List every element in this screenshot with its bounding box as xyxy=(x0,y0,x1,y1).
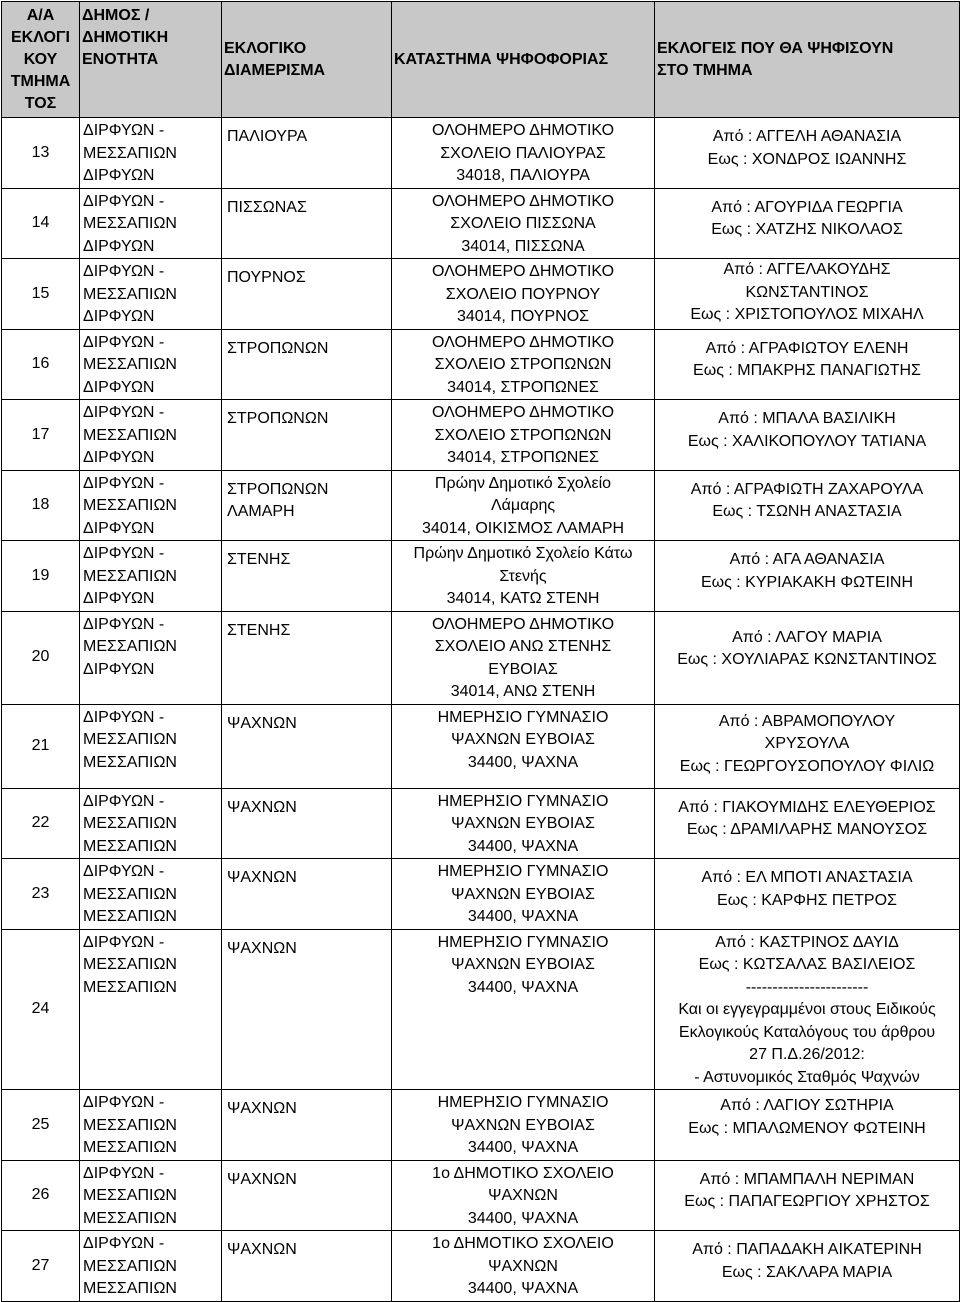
polling-center-cell xyxy=(392,541,655,612)
cell-line: ΜΕΣΣΑΠΙΩΝ xyxy=(83,1187,177,1204)
cell-line: ΔΙΡΦΥΩΝ xyxy=(83,590,155,607)
cell-line: ΨΑΧΝΩΝ ΕΥΒΟΙΑΣ xyxy=(451,885,595,903)
polling-center-cell xyxy=(392,1160,655,1231)
cell-line: ΔΙΡΦΥΩΝ - xyxy=(83,404,165,421)
voters-range-cell xyxy=(655,1160,960,1231)
cell-line: ΜΕΣΣΑΠΙΩΝ xyxy=(83,978,177,996)
cell-line: ΨΑΧΝΩΝ xyxy=(227,1100,297,1117)
district-cell xyxy=(222,329,392,400)
cell-line: ΜΕΣΣΑΠΙΩΝ xyxy=(83,215,177,232)
district-cell xyxy=(222,259,392,330)
cell-line: ΣΤΕΝΗΣ xyxy=(227,551,291,568)
municipality-cell xyxy=(80,704,222,788)
table-row xyxy=(2,1231,960,1302)
cell-line: Στενής xyxy=(499,567,547,585)
cell-line: Εως : ΧΟΝΔΡΟΣ ΙΩΑΝΝΗΣ xyxy=(707,150,907,168)
polling-center-cell xyxy=(392,400,655,471)
cell-line: ΣΧΟΛΕΙΟ ΠΙΣΣΩΝΑ xyxy=(450,215,596,232)
municipality-cell xyxy=(80,259,222,330)
header-line: ΤΟΣ xyxy=(24,95,57,112)
polling-center-cell xyxy=(392,470,655,541)
cell-line: ----------------------- xyxy=(745,978,869,996)
cell-line: ΣΤΡΟΠΩΝΩΝ xyxy=(227,339,329,357)
header-line: ΕΝΟΤΗΤΑ xyxy=(82,51,159,68)
cell-line: Από : ΛΑΓΙΟΥ ΣΩΤΗΡΙΑ xyxy=(720,1097,894,1114)
cell-line: Εως : ΧΟΥΛΙΑΡΑΣ ΚΩΝΣΤΑΝΤΙΝΟΣ xyxy=(677,651,937,668)
cell-line: ΟΛΟΗΜΕΡΟ ΔΗΜΟΤΙΚΟ xyxy=(431,122,615,139)
cell-line: 1ο ΔΗΜΟΤΙΚΟ ΣΧΟΛΕΙΟ xyxy=(432,1164,614,1182)
cell-line: Από : ΑΒΡΑΜΟΠΟΥΛΟΥ xyxy=(718,712,896,730)
table-header-row xyxy=(2,2,960,118)
cell-line: ΟΛΟΗΜΕΡΟ ΔΗΜΟΤΙΚΟ xyxy=(431,404,615,421)
cell-line: ΜΕΣΣΑΠΙΩΝ xyxy=(83,1116,177,1134)
cell-line: ΨΑΧΝΩΝ ΕΥΒΟΙΑΣ xyxy=(451,815,595,832)
cell-line: ΜΕΣΣΑΠΙΩΝ xyxy=(83,885,177,903)
municipality-cell xyxy=(80,1090,222,1161)
cell-line: Λάμαρης xyxy=(490,497,556,514)
polling-center-cell xyxy=(392,788,655,859)
municipality-cell xyxy=(80,188,222,259)
cell-line: ΜΕΣΣΑΠΙΩΝ xyxy=(83,837,177,855)
cell-line: ΔΙΡΦΥΩΝ xyxy=(83,378,155,396)
voters-range-cell xyxy=(655,859,960,930)
cell-line: 27 Π.Δ.26/2012: xyxy=(749,1046,865,1063)
cell-line: ΜΕΣΣΑΠΙΩΝ xyxy=(83,567,177,585)
cell-line: ΨΑΧΝΩΝ ΕΥΒΟΙΑΣ xyxy=(451,956,595,973)
cell-line: ΗΜΕΡΗΣΙΟ ΓΥΜΝΑΣΙΟ xyxy=(437,933,609,951)
cell-line: Από : ΓΙΑΚΟΥΜΙΔΗΣ ΕΛΕΥΘΕΡΙΟΣ xyxy=(678,798,936,816)
district-cell xyxy=(222,1160,392,1231)
cell-line: ΟΛΟΗΜΕΡΟ ΔΗΜΟΤΙΚΟ xyxy=(431,192,615,210)
table-row xyxy=(2,929,960,1090)
cell-line: ΜΕΣΣΑΠΙΩΝ xyxy=(83,1280,177,1297)
cell-line: ΔΙΡΦΥΩΝ - xyxy=(83,263,165,280)
cell-line: 1ο ΔΗΜΟΤΙΚΟ ΣΧΟΛΕΙΟ xyxy=(432,1235,614,1252)
section-number: 21 xyxy=(2,704,80,788)
cell-line: Πρώην Δημοτικό Σχολείο xyxy=(434,474,612,492)
cell-line: ΔΙΡΦΥΩΝ - xyxy=(83,122,165,139)
section-number: 18 xyxy=(2,470,80,541)
cell-line: Εως : ΜΠΑΚΡΗΣ ΠΑΝΑΓΙΩΤΗΣ xyxy=(693,362,921,379)
polling-center-cell xyxy=(392,1090,655,1161)
district-cell xyxy=(222,1090,392,1161)
polling-center-cell xyxy=(392,118,655,189)
cell-line: Από : ΑΓΡΑΦΙΩΤΟΥ ΕΛΕΝΗ xyxy=(705,339,909,357)
district-cell xyxy=(222,859,392,930)
cell-line: ΜΕΣΣΑΠΙΩΝ xyxy=(83,753,177,771)
table-row xyxy=(2,859,960,930)
section-number: 22 xyxy=(2,788,80,859)
table-row xyxy=(2,470,960,541)
header-voters xyxy=(655,2,960,118)
cell-line: Και οι εγγεγραμμένοι στους Ειδικούς xyxy=(678,1001,936,1018)
cell-line: Εως : ΚΩΤΣΑΛΑΣ ΒΑΣΙΛΕΙΟΣ xyxy=(698,956,916,973)
cell-line: ΔΙΡΦΥΩΝ - xyxy=(83,615,165,633)
cell-line: Από : ΜΠΑΛΑ ΒΑΣΙΛΙΚΗ xyxy=(718,410,896,427)
table-row xyxy=(2,1090,960,1161)
header-line: ΔΗΜΟΣ / xyxy=(82,7,150,24)
cell-line: Από : ΛΑΓΟΥ ΜΑΡΙΑ xyxy=(732,628,882,646)
cell-line: ΗΜΕΡΗΣΙΟ ΓΥΜΝΑΣΙΟ xyxy=(437,1094,609,1111)
municipality-cell xyxy=(80,329,222,400)
section-number: 13 xyxy=(2,118,80,189)
municipality-cell xyxy=(80,1231,222,1302)
cell-line: Εως : ΤΣΩΝΗ ΑΝΑΣΤΑΣΙΑ xyxy=(712,503,902,520)
cell-line: ΨΑΧΝΩΝ xyxy=(227,869,297,886)
header-municipality xyxy=(80,2,222,118)
section-number: 27 xyxy=(2,1231,80,1302)
header-line: ΚΟΥ xyxy=(23,51,58,68)
cell-line: ΔΙΡΦΥΩΝ xyxy=(83,519,155,537)
polling-stations-table xyxy=(1,1,960,1302)
cell-line: ΚΩΝΣΤΑΝΤΙΝΟΣ xyxy=(745,283,869,301)
voters-range-cell xyxy=(655,788,960,859)
cell-line: ΜΕΣΣΑΠΙΩΝ xyxy=(83,638,177,655)
cell-line: ΕΥΒΟΙΑΣ xyxy=(488,660,558,678)
district-cell xyxy=(222,704,392,788)
section-number: 17 xyxy=(2,400,80,471)
voters-range-cell xyxy=(655,188,960,259)
cell-line: ΠΑΛΙΟΥΡΑ xyxy=(227,128,308,145)
municipality-cell xyxy=(80,118,222,189)
cell-line: ΜΕΣΣΑΠΙΩΝ xyxy=(83,144,177,162)
header-line: ΤΜΗΜΑ xyxy=(10,73,71,90)
cell-line: 34400, ΨΑΧΝΑ xyxy=(467,978,579,996)
cell-line: ΔΙΡΦΥΩΝ - xyxy=(83,333,165,351)
cell-line: ΨΑΧΝΩΝ xyxy=(227,939,297,957)
cell-line: ΜΕΣΣΑΠΙΩΝ xyxy=(83,956,177,973)
cell-line: ΣΤΕΝΗΣ xyxy=(227,621,291,639)
cell-line: ΣΧΟΛΕΙΟ ΑΝΩ ΣΤΕΝΗΣ xyxy=(434,638,612,655)
cell-line: ΔΙΡΦΥΩΝ - xyxy=(83,192,165,210)
cell-line: ΧΡΥΣΟΥΛΑ xyxy=(764,735,850,752)
cell-line: ΗΜΕΡΗΣΙΟ ΓΥΜΝΑΣΙΟ xyxy=(437,863,609,880)
voters-range-cell xyxy=(655,329,960,400)
table-row xyxy=(2,1160,960,1231)
cell-line: 34014, ΟΙΚΙΣΜΟΣ ΛΑΜΑΡΗ xyxy=(421,519,625,537)
header-line: ΕΚΛΟΓΕΙΣ ΠΟΥ ΘΑ ΨΗΦΙΣΟΥΝ xyxy=(657,40,894,57)
section-number: 14 xyxy=(2,188,80,259)
cell-line: ΟΛΟΗΜΕΡΟ ΔΗΜΟΤΙΚΟ xyxy=(431,615,615,633)
cell-line: ΟΛΟΗΜΕΡΟ ΔΗΜΟΤΙΚΟ xyxy=(431,263,615,280)
table-row xyxy=(2,259,960,330)
section-number: 19 xyxy=(2,541,80,612)
cell-line: ΔΙΡΦΥΩΝ - xyxy=(83,1164,165,1182)
header-line: ΔΙΑΜΕΡΙΣΜΑ xyxy=(224,62,326,79)
section-number: 16 xyxy=(2,329,80,400)
header-polling-center xyxy=(392,2,655,118)
cell-line: Εως : ΓΕΩΡΓΟΥΣΟΠΟΥΛΟΥ ΦΙΛΙΩ xyxy=(679,757,935,775)
cell-line: ΜΕΣΣΑΠΙΩΝ xyxy=(83,285,177,303)
cell-line: ΔΙΡΦΥΩΝ - xyxy=(83,863,165,880)
cell-line: 34014, ΣΤΡΟΠΩΝΕΣ xyxy=(447,449,599,466)
cell-line: ΠΙΣΣΩΝΑΣ xyxy=(227,198,307,216)
cell-line: ΛΑΜΑΡΗ xyxy=(227,503,295,520)
voters-range-cell xyxy=(655,118,960,189)
cell-line: ΔΙΡΦΥΩΝ - xyxy=(83,474,165,492)
cell-line: Εως : ΔΡΑΜΙΛΑΡΗΣ ΜΑΝΟΥΣΟΣ xyxy=(686,821,928,838)
cell-line: ΔΙΡΦΥΩΝ - xyxy=(83,545,165,562)
voters-range-cell xyxy=(655,611,960,704)
cell-line: Από : ΑΓΡΑΦΙΩΤΗ ΖΑΧΑΡΟΥΛΑ xyxy=(690,480,924,498)
polling-center-cell xyxy=(392,1231,655,1302)
cell-line: 34014, ΠΙΣΣΩΝΑ xyxy=(461,237,585,255)
section-number: 15 xyxy=(2,259,80,330)
voters-range-cell xyxy=(655,470,960,541)
polling-center-cell xyxy=(392,611,655,704)
table-row xyxy=(2,400,960,471)
table-row xyxy=(2,704,960,788)
header-line: ΕΚΛΟΓΙΚΟ xyxy=(224,40,307,57)
cell-line: 34400, ΨΑΧΝΑ xyxy=(467,1139,579,1156)
cell-line: 34014, ΑΝΩ ΣΤΕΝΗ xyxy=(450,683,596,700)
cell-line: Πρώην Δημοτικό Σχολείο Κάτω xyxy=(413,545,633,562)
cell-line: Από : ΑΓΑ ΑΘΑΝΑΣΙΑ xyxy=(729,551,885,568)
cell-line: Από : ΜΠΑΜΠΑΛΗ ΝΕΡΙΜΑΝ xyxy=(699,1170,915,1188)
cell-line: ΔΙΡΦΥΩΝ - xyxy=(83,1235,165,1252)
table-row xyxy=(2,788,960,859)
table-row xyxy=(2,329,960,400)
municipality-cell xyxy=(80,788,222,859)
district-cell xyxy=(222,470,392,541)
polling-center-cell xyxy=(392,329,655,400)
voters-range-cell xyxy=(655,704,960,788)
cell-line: ΜΕΣΣΑΠΙΩΝ xyxy=(83,908,177,925)
polling-center-cell xyxy=(392,188,655,259)
cell-line: Εως : ΜΠΑΛΩΜΕΝΟΥ ΦΩΤΕΙΝΗ xyxy=(688,1119,926,1137)
voters-range-cell xyxy=(655,541,960,612)
section-number: 24 xyxy=(2,929,80,1090)
cell-line: ΔΙΡΦΥΩΝ xyxy=(83,449,155,466)
cell-line: ΟΛΟΗΜΕΡΟ ΔΗΜΟΤΙΚΟ xyxy=(431,333,615,351)
cell-line: ΔΙΡΦΥΩΝ xyxy=(83,660,155,678)
section-number: 20 xyxy=(2,611,80,704)
cell-line: ΔΙΡΦΥΩΝ xyxy=(83,167,155,184)
cell-line: ΨΑΧΝΩΝ ΕΥΒΟΙΑΣ xyxy=(451,1116,595,1134)
district-cell xyxy=(222,1231,392,1302)
cell-line: 34400, ΨΑΧΝΑ xyxy=(467,1209,579,1227)
cell-line: ΣΧΟΛΕΙΟ ΣΤΡΟΠΩΝΩΝ xyxy=(434,356,612,373)
cell-line: Από : ΕΛ ΜΠΟΤΙ ΑΝΑΣΤΑΣΙΑ xyxy=(701,869,913,886)
district-cell xyxy=(222,788,392,859)
cell-line: ΜΕΣΣΑΠΙΩΝ xyxy=(83,1209,177,1227)
cell-line: ΔΙΡΦΥΩΝ xyxy=(83,308,155,325)
district-cell xyxy=(222,188,392,259)
municipality-cell xyxy=(80,1160,222,1231)
section-number: 26 xyxy=(2,1160,80,1231)
table-body xyxy=(2,118,960,1302)
polling-center-cell xyxy=(392,929,655,1090)
cell-line: ΔΙΡΦΥΩΝ - xyxy=(83,708,165,726)
cell-line: ΣΤΡΟΠΩΝΩΝ xyxy=(227,480,329,498)
cell-line: ΨΑΧΝΩΝ xyxy=(227,1241,297,1258)
header-line: ΣΤΟ ΤΜΗΜΑ xyxy=(657,62,753,79)
cell-line: ΔΙΡΦΥΩΝ - xyxy=(83,792,165,810)
cell-line: Εως : ΧΡΙΣΤΟΠΟΥΛΟΣ ΜΙΧΑΗΛ xyxy=(690,306,924,323)
municipality-cell xyxy=(80,400,222,471)
cell-line: Εως : ΠΑΠΑΓΕΩΡΓΙΟΥ ΧΡΗΣΤΟΣ xyxy=(684,1193,930,1210)
cell-line: ΔΙΡΦΥΩΝ xyxy=(83,237,155,255)
cell-line: ΜΕΣΣΑΠΙΩΝ xyxy=(83,1139,177,1156)
header-line: ΕΚΛΟΓΙ xyxy=(11,29,70,46)
table-row xyxy=(2,188,960,259)
polling-center-cell xyxy=(392,259,655,330)
cell-line: 34400, ΨΑΧΝΑ xyxy=(467,753,579,771)
header-line: ΚΑΤΑΣΤΗΜΑ ΨΗΦΟΦΟΡΙΑΣ xyxy=(394,51,609,68)
section-number: 25 xyxy=(2,1090,80,1161)
cell-line: 34018, ΠΑΛΙΟΥΡΑ xyxy=(456,167,590,184)
cell-line: ΨΑΧΝΩΝ xyxy=(227,714,297,732)
cell-line: 34014, ΚΑΤΩ ΣΤΕΝΗ xyxy=(446,590,600,607)
district-cell xyxy=(222,541,392,612)
cell-line: Εως : ΚΑΡΦΗΣ ΠΕΤΡΟΣ xyxy=(717,891,897,909)
cell-line: Εκλογικούς Καταλόγους του άρθρου xyxy=(678,1023,936,1041)
polling-center-cell xyxy=(392,859,655,930)
header-district xyxy=(222,2,392,118)
cell-line: 34014, ΣΤΡΟΠΩΝΕΣ xyxy=(447,378,599,396)
cell-line: Εως : ΧΑΤΖΗΣ ΝΙΚΟΛΑΟΣ xyxy=(711,221,903,238)
header-line: Α/Α xyxy=(26,7,55,24)
cell-line: Εως : ΣΑΚΛΑΡΑ ΜΑΡΙΑ xyxy=(721,1263,893,1281)
cell-line: ΨΑΧΝΩΝ xyxy=(227,1170,297,1188)
header-line: ΔΗΜΟΤΙΚΗ xyxy=(82,29,169,46)
table-row xyxy=(2,611,960,704)
cell-line: 34400, ΨΑΧΝΑ xyxy=(467,837,579,855)
voters-range-cell xyxy=(655,400,960,471)
municipality-cell xyxy=(80,470,222,541)
cell-line: ΨΑΧΝΩΝ ΕΥΒΟΙΑΣ xyxy=(451,731,595,748)
cell-line: ΜΕΣΣΑΠΙΩΝ xyxy=(83,356,177,373)
district-cell xyxy=(222,118,392,189)
district-cell xyxy=(222,400,392,471)
header-section-number xyxy=(2,2,80,118)
cell-line: ΗΜΕΡΗΣΙΟ ΓΥΜΝΑΣΙΟ xyxy=(437,708,609,726)
cell-line: Εως : ΧΑΛΙΚΟΠΟΥΛΟΥ ΤΑΤΙΑΝΑ xyxy=(687,432,927,450)
section-number: 23 xyxy=(2,859,80,930)
cell-line: Από : ΠΑΠΑΔΑΚΗ ΑΙΚΑΤΕΡΙΝΗ xyxy=(692,1241,922,1258)
cell-line: ΜΕΣΣΑΠΙΩΝ xyxy=(83,815,177,832)
cell-line: ΜΕΣΣΑΠΙΩΝ xyxy=(83,497,177,514)
municipality-cell xyxy=(80,929,222,1090)
table-row xyxy=(2,118,960,189)
cell-line: Από : ΑΓΟΥΡΙΔΑ ΓΕΩΡΓΙΑ xyxy=(711,198,903,216)
cell-line: Από : ΑΓΓΕΛΗ ΑΘΑΝΑΣΙΑ xyxy=(712,128,902,145)
voters-range-cell xyxy=(655,1090,960,1161)
cell-line: Από : ΑΓΓΕΛΑΚΟΥΔΗΣ xyxy=(723,261,891,278)
district-cell xyxy=(222,611,392,704)
cell-line: Από : ΚΑΣΤΡΙΝΟΣ ΔΑΥΙΔ xyxy=(715,933,899,951)
district-cell xyxy=(222,929,392,1090)
cell-line: - Αστυνομικός Σταθμός Ψαχνών xyxy=(694,1068,920,1086)
cell-line: 34400, ΨΑΧΝΑ xyxy=(467,908,579,925)
table-row xyxy=(2,541,960,612)
voters-range-cell xyxy=(655,259,960,330)
cell-line: ΣΧΟΛΕΙΟ ΣΤΡΟΠΩΝΩΝ xyxy=(434,426,612,444)
cell-line: ΜΕΣΣΑΠΙΩΝ xyxy=(83,426,177,444)
cell-line: ΨΑΧΝΩΝ xyxy=(488,1257,558,1275)
cell-line: ΨΑΧΝΩΝ xyxy=(488,1187,558,1204)
cell-line: ΣΧΟΛΕΙΟ ΠΟΥΡΝΟΥ xyxy=(445,285,601,303)
cell-line: Εως : ΚΥΡΙΑΚΑΚΗ ΦΩΤΕΙΝΗ xyxy=(700,573,914,591)
cell-line: ΗΜΕΡΗΣΙΟ ΓΥΜΝΑΣΙΟ xyxy=(437,792,609,810)
cell-line: ΣΧΟΛΕΙΟ ΠΑΛΙΟΥΡΑΣ xyxy=(440,144,606,162)
cell-line: ΠΟΥΡΝΟΣ xyxy=(227,269,306,286)
cell-line: ΨΑΧΝΩΝ xyxy=(227,798,297,816)
cell-line: ΔΙΡΦΥΩΝ - xyxy=(83,933,165,951)
voters-range-cell xyxy=(655,929,960,1090)
cell-line: ΜΕΣΣΑΠΙΩΝ xyxy=(83,731,177,748)
cell-line: ΔΙΡΦΥΩΝ - xyxy=(83,1094,165,1111)
cell-line: ΜΕΣΣΑΠΙΩΝ xyxy=(83,1257,177,1275)
cell-line: ΣΤΡΟΠΩΝΩΝ xyxy=(227,410,329,427)
municipality-cell xyxy=(80,859,222,930)
municipality-cell xyxy=(80,541,222,612)
polling-center-cell xyxy=(392,704,655,788)
municipality-cell xyxy=(80,611,222,704)
voters-range-cell xyxy=(655,1231,960,1302)
cell-line: 34400, ΨΑΧΝΑ xyxy=(467,1280,579,1297)
cell-line: 34014, ΠΟΥΡΝΟΣ xyxy=(456,308,590,325)
